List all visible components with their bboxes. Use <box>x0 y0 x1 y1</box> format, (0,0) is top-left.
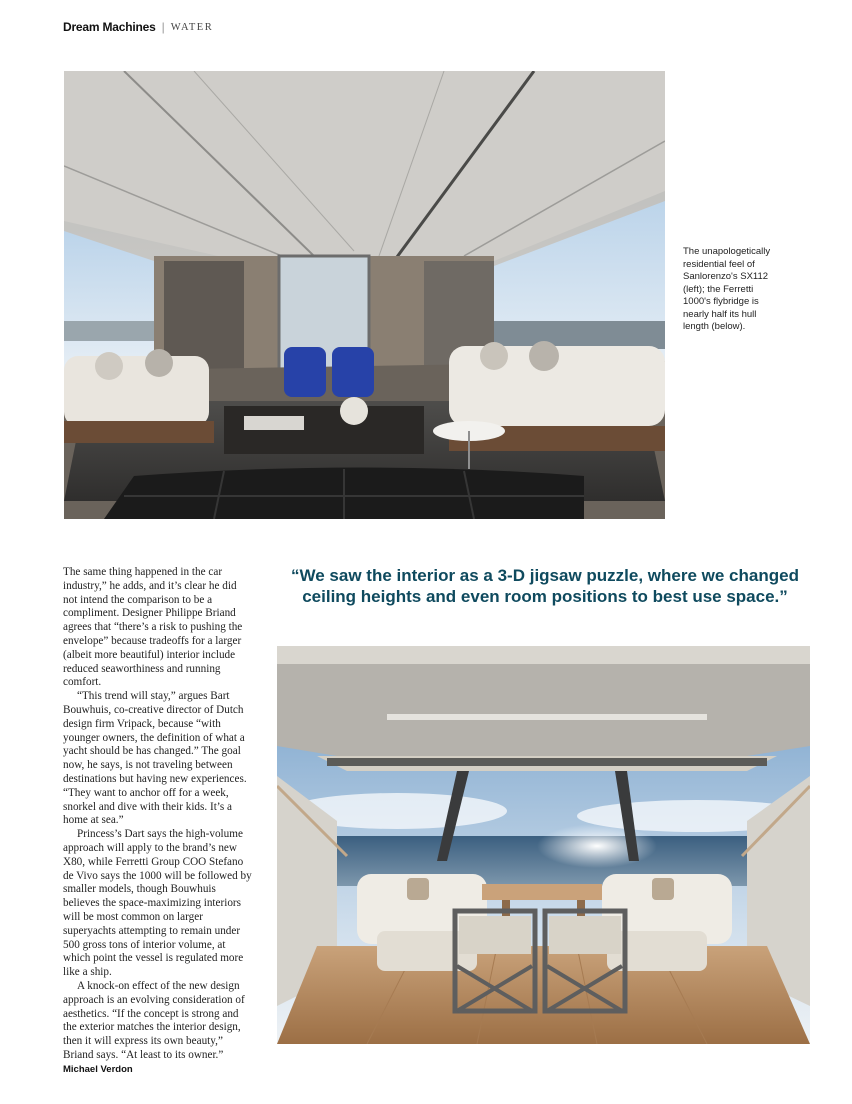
salon-interior-photo <box>64 71 665 519</box>
running-header <box>63 20 213 34</box>
flybridge-deck-illustration <box>277 646 810 1044</box>
flybridge-deck-photo <box>277 646 810 1044</box>
header-section-label: WATER <box>170 21 214 33</box>
author-byline: Michael Verdon <box>63 1063 133 1075</box>
photo-caption: The unapologetically residential feel of Sanlorenzo's SX112 (left); the Ferretti 1000's flybridge is nearly half its hull length (below). <box>683 246 771 332</box>
magazine-section-brand: Dream Machines <box>63 20 156 34</box>
pull-quote: “We saw the interior as a 3-D jigsaw puzzle, where we changed ceiling heights and even room positions to best use space.” <box>291 566 799 606</box>
article-paragraph-1: The same thing happened in the car industry,” he adds, and it’s clear he did not intend the comparison to be a compliment. Designer Philippe Briand agrees that “there’s a risk to pushing the envelope” because tradeoffs for a larger (albeit more beautiful) interior include reduced seaworthiness and running comfort. <box>63 566 243 689</box>
article-paragraph-2: “This trend will stay,” argues Bart Bouwhuis, co-creative director of Dutch design firm Vripack, because “with younger owners, the definition of what a yacht should be has changed.” The goal now, he says, is not traveling between destinations but having new experiences. “They want to anchor off for a week, snorkel and dive with their kids. It’s a home at sea.” <box>63 690 247 827</box>
salon-interior-illustration <box>64 71 665 519</box>
article-paragraph-3: Princess’s Dart says the high-volume approach will apply to the brand’s new X80, while Ferretti Group COO Stefano de Vivo says the 1000 will be followed by smaller models, though Bouwhuis believes the space-maximizing interiors will be most common on larger superyachts attempting to remain under 500 gross tons of interior volume, at which point the vessel is regulated more like a ship. <box>63 828 252 979</box>
header-separator: | <box>161 20 165 34</box>
article-body <box>63 566 253 1076</box>
article-paragraph-4-text: A knock-on effect of the new design approach is an evolving consideration of aesthetics. “If the concept is strong and the exterior matches the interior design, then it will express its own beauty,” Briand says. “At least to its owner.” <box>63 979 245 1061</box>
article-paragraph-4 <box>63 980 253 1077</box>
